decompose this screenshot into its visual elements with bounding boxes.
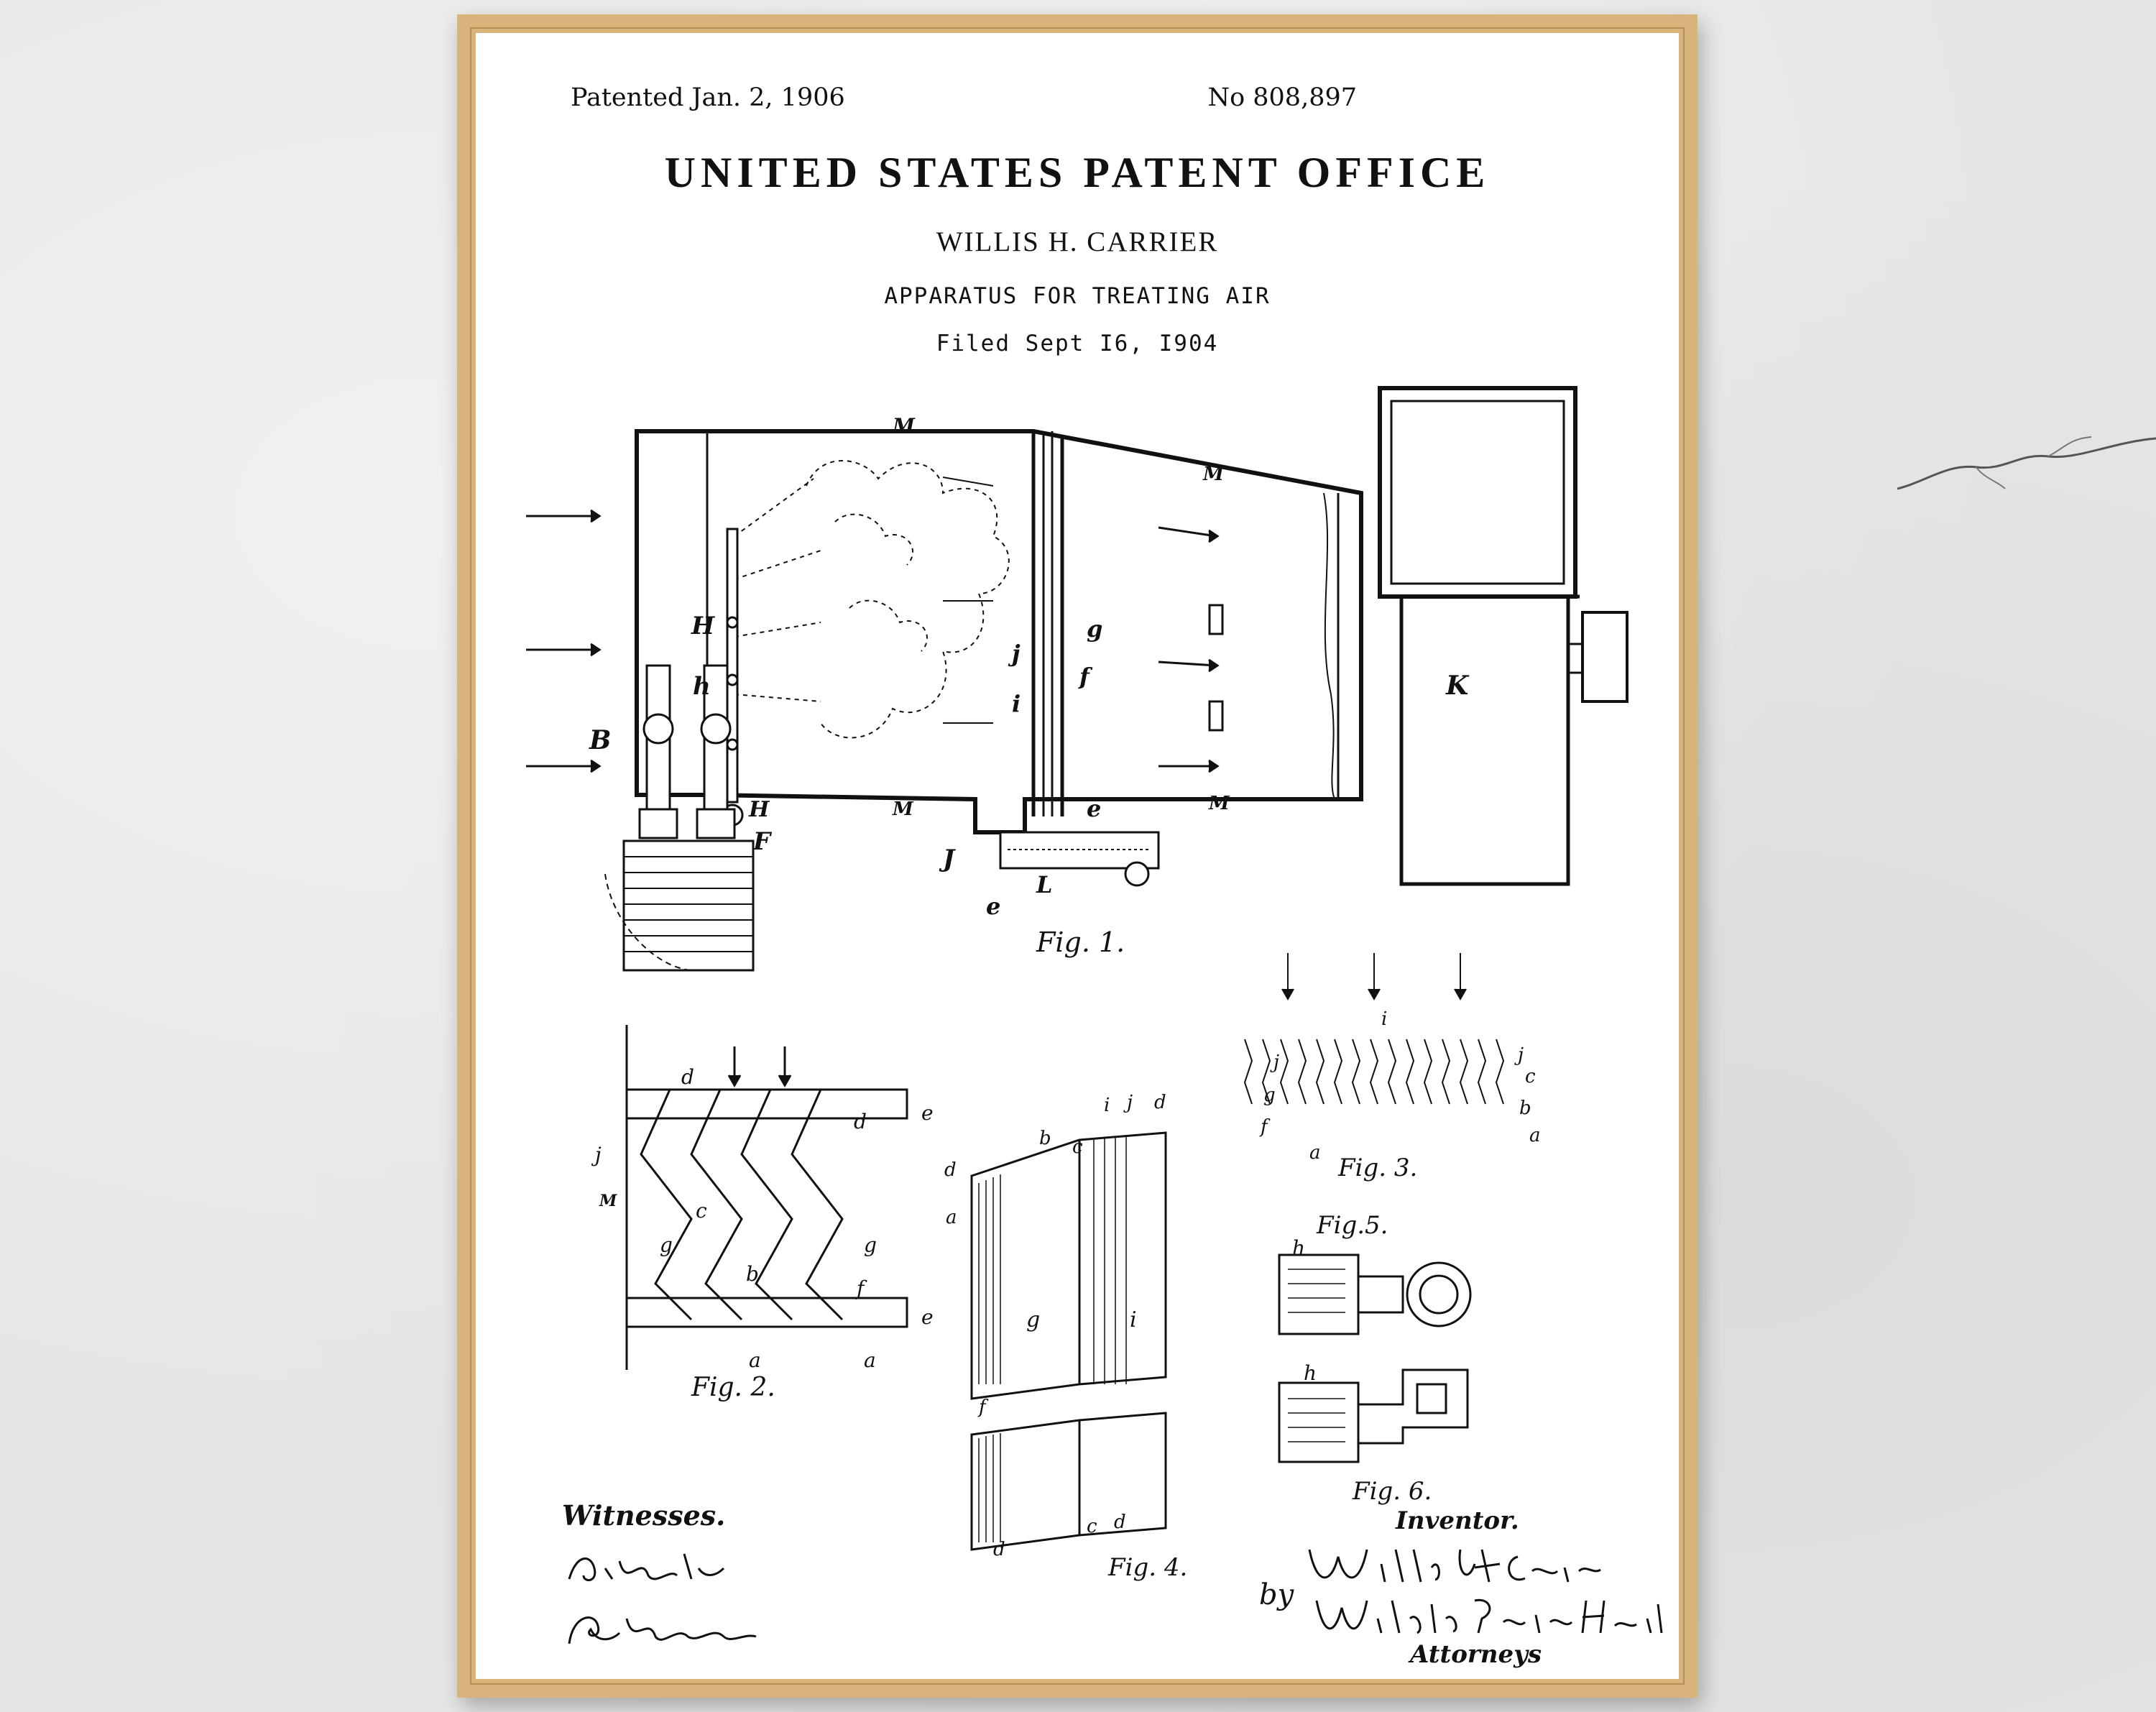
- label-d: d: [1154, 1092, 1166, 1113]
- label-b: b: [746, 1262, 759, 1286]
- label-a: a: [1309, 1142, 1321, 1164]
- label-b: b: [1039, 1128, 1051, 1149]
- label-c: c: [1525, 1066, 1536, 1087]
- label-f: f: [1079, 663, 1089, 690]
- patent-number: No 808,897: [1207, 83, 1357, 112]
- label-g: g: [1087, 615, 1103, 643]
- label-f: f: [1261, 1116, 1268, 1138]
- fig4-drawing: [972, 1133, 1166, 1550]
- label-H: H: [691, 612, 715, 640]
- label-j: j: [1127, 1092, 1133, 1113]
- attorneys-label: Attorneys: [1410, 1640, 1542, 1669]
- by-label: by: [1259, 1578, 1294, 1611]
- label-d: d: [1114, 1511, 1126, 1533]
- label-i: i: [1104, 1095, 1110, 1116]
- label-j: j: [1518, 1044, 1524, 1066]
- patent-print: [476, 33, 1679, 1679]
- fig6-caption: Fig. 6.: [1353, 1477, 1432, 1506]
- fig2-drawing: [627, 1025, 907, 1370]
- fig2-caption: Fig. 2.: [691, 1373, 775, 1402]
- label-h: h: [1304, 1361, 1317, 1385]
- label-g: g: [1263, 1085, 1276, 1106]
- label-e: e: [1087, 795, 1102, 822]
- label-d: d: [681, 1065, 694, 1089]
- label-e: e: [986, 893, 1001, 920]
- attorney-signature: [1309, 1590, 1669, 1640]
- label-M: M: [1203, 464, 1224, 485]
- label-b: b: [1519, 1097, 1531, 1119]
- label-a: a: [946, 1207, 957, 1228]
- filed-date: Filed Sept I6, I904: [936, 331, 1219, 356]
- label-j: j: [595, 1143, 602, 1166]
- inventor-name: WILLIS H. CARRIER: [936, 226, 1219, 257]
- picture-frame: [457, 14, 1697, 1698]
- wall-crack: [1897, 410, 2156, 539]
- label-g: g: [864, 1233, 877, 1257]
- fig4-caption: Fig. 4.: [1108, 1553, 1188, 1582]
- label-h: h: [693, 672, 711, 701]
- fig1-caption: Fig. 1.: [1036, 926, 1125, 958]
- fig5-drawing: [1279, 1255, 1470, 1334]
- inventor-label: Inventor.: [1396, 1506, 1519, 1535]
- label-h: h: [1292, 1236, 1306, 1260]
- label-f: f: [857, 1276, 865, 1300]
- label-j: j: [1273, 1051, 1280, 1073]
- label-i: i: [1130, 1307, 1137, 1333]
- label-c: c: [1072, 1136, 1083, 1158]
- label-j: j: [1012, 640, 1021, 667]
- label-e: e: [921, 1305, 934, 1329]
- label-a: a: [864, 1348, 876, 1372]
- label-g: g: [660, 1233, 673, 1257]
- label-i: i: [1012, 690, 1021, 717]
- fig3-drawing: [1245, 953, 1503, 1104]
- label-M: M: [893, 799, 913, 820]
- label-d: d: [854, 1110, 867, 1133]
- label-c: c: [1087, 1516, 1097, 1537]
- label-d: d: [944, 1159, 957, 1181]
- patent-subject: APPARATUS FOR TREATING AIR: [884, 283, 1271, 309]
- patent-date: Patented Jan. 2, 1906: [571, 83, 845, 112]
- label-g: g: [1026, 1307, 1041, 1333]
- label-B: B: [589, 725, 612, 755]
- label-c: c: [696, 1199, 707, 1223]
- fig3-caption: Fig. 3.: [1338, 1154, 1418, 1182]
- label-a: a: [1529, 1125, 1541, 1146]
- witness-signature-2: [562, 1604, 778, 1655]
- label-M: M: [599, 1192, 617, 1210]
- label-f: f: [979, 1396, 986, 1418]
- label-M: M: [893, 414, 915, 438]
- witnesses-label: Witnesses.: [562, 1499, 726, 1532]
- label-K: K: [1446, 671, 1469, 701]
- label-d: d: [993, 1539, 1005, 1560]
- page-title: UNITED STATES PATENT OFFICE: [664, 149, 1491, 196]
- label-J: J: [943, 845, 955, 873]
- witness-signature-1: [562, 1547, 734, 1590]
- inventor-signature: [1302, 1535, 1604, 1593]
- fig5-caption: Fig.5.: [1317, 1211, 1388, 1240]
- label-L: L: [1036, 871, 1053, 898]
- label-F: F: [753, 827, 771, 856]
- label-M: M: [1209, 793, 1230, 814]
- label-i: i: [1381, 1008, 1388, 1030]
- label-a: a: [749, 1348, 761, 1372]
- label-H: H: [749, 797, 770, 822]
- patent-drawings: [476, 33, 1679, 1679]
- label-e: e: [921, 1101, 934, 1125]
